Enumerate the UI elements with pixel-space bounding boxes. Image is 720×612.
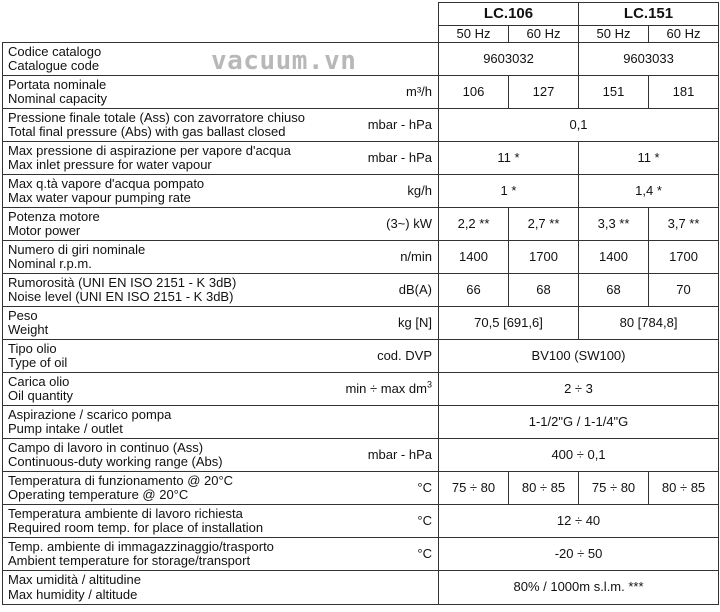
spec-label-it: Campo di lavoro in continuo (Ass) [8, 439, 204, 455]
spec-value: 106 [439, 76, 509, 109]
spec-label-it: Max q.tà vapore d'acqua pompato [8, 175, 205, 191]
spec-label [3, 241, 325, 274]
spec-label-it: Peso [8, 307, 38, 323]
spec-label [3, 505, 325, 538]
spec-label-en: Required room temp. for place of installation [8, 520, 264, 535]
spec-unit-text: mbar - hPa [367, 116, 432, 132]
spec-value: 68 [579, 274, 649, 307]
spec-label-en: Motor power [8, 223, 81, 238]
spec-label-en: Nominal capacity [8, 91, 107, 106]
spec-unit [325, 373, 439, 406]
spec-value: 11 * [439, 142, 579, 175]
spec-label-en: Total final pressure (Abs) with gas ballast closed [8, 124, 286, 139]
spec-value: 1-1/2"G / 1-1/4"G [439, 406, 719, 439]
spec-label [3, 307, 325, 340]
spec-row [3, 439, 719, 472]
freq-lc106-60hz: 60 Hz [509, 26, 579, 43]
spec-row [3, 340, 719, 373]
spec-value: 400 ÷ 0,1 [439, 439, 719, 472]
spec-unit [325, 538, 439, 571]
spec-label-en: Type of oil [8, 355, 68, 370]
spec-value: 70 [649, 274, 719, 307]
spec-row [3, 43, 719, 76]
spec-unit-text: kg/h [407, 182, 432, 198]
spec-value: 2 ÷ 3 [439, 373, 719, 406]
spec-value: 80 [784,8] [579, 307, 719, 340]
spec-value: 181 [649, 76, 719, 109]
spec-label [3, 274, 325, 307]
spec-value: 1400 [579, 241, 649, 274]
spec-value: 3,3 ** [579, 208, 649, 241]
spec-value: 12 ÷ 40 [439, 505, 719, 538]
watermark-text: vacuum.vn [211, 46, 357, 76]
spec-unit-text: dB(A) [398, 281, 432, 297]
spec-label-it: Numero di giri nominale [8, 241, 146, 257]
spec-label-en: Operating temperature @ 20°C [8, 487, 189, 502]
spec-row [3, 175, 719, 208]
spec-label-en: Catalogue code [8, 58, 100, 73]
spec-label-en: Nominal r.p.m. [8, 256, 92, 271]
spec-unit-text: °C [417, 512, 432, 528]
spec-value: 11 * [579, 142, 719, 175]
spec-label-en: Continuous-duty working range (Abs) [8, 454, 223, 469]
spec-row [3, 208, 719, 241]
spec-value: 80 ÷ 85 [649, 472, 719, 505]
spec-unit-text: m³/h [406, 83, 432, 99]
spec-unit [325, 571, 439, 605]
spec-label-it: Max umidità / altitudine [8, 572, 141, 587]
spec-label [3, 340, 325, 373]
spec-label-en: Noise level (UNI EN ISO 2151 - K 3dB) [8, 289, 234, 304]
spec-value: 9603032 [439, 43, 579, 76]
spec-value: 66 [439, 274, 509, 307]
spec-unit-text: (3~) kW [386, 215, 432, 231]
spec-row [3, 241, 719, 274]
spec-unit-text: n/min [400, 248, 432, 264]
spec-value: 75 ÷ 80 [579, 472, 649, 505]
spec-label-it: Rumorosità (UNI EN ISO 2151 - K 3dB) [8, 274, 237, 290]
freq-lc151-60hz: 60 Hz [649, 26, 719, 43]
spec-label [3, 406, 325, 439]
spec-label-en: Pump intake / outlet [8, 421, 123, 436]
spec-value: 3,7 ** [649, 208, 719, 241]
spec-unit [325, 208, 439, 241]
spec-label-it: Codice catalogo [8, 43, 102, 59]
spec-unit [325, 274, 439, 307]
spec-label [3, 109, 325, 142]
spec-unit [325, 175, 439, 208]
spec-unit-text: cod. DVP [377, 347, 432, 363]
spec-label-it: Pressione finale totale (Ass) con zavorratore chiuso [8, 109, 305, 125]
spec-label-en: Ambient temperature for storage/transport [8, 553, 251, 568]
spec-label-en: Oil quantity [8, 388, 74, 403]
spec-row [3, 142, 719, 175]
spec-label-it: Carica olio [8, 373, 70, 389]
spec-unit-text: °C [417, 545, 432, 561]
spec-table [2, 2, 719, 605]
model-lc151: LC.151 [579, 3, 719, 26]
spec-row [3, 571, 719, 605]
spec-label-en: Max humidity / altitude [8, 586, 138, 602]
spec-value: 0,1 [439, 109, 719, 142]
spec-unit-text: min ÷ max dm [345, 380, 427, 396]
spec-label [3, 208, 325, 241]
spec-label [3, 472, 325, 505]
spec-unit-text: mbar - hPa [367, 446, 432, 462]
model-header-row [3, 3, 719, 26]
spec-unit-text: kg [N] [398, 314, 432, 330]
spec-label [3, 373, 325, 406]
freq-lc151-50hz: 50 Hz [579, 26, 649, 43]
spec-value: 1700 [509, 241, 579, 274]
spec-row [3, 109, 719, 142]
spec-unit-superscript: 3 [426, 379, 432, 390]
spec-label-it: Tipo olio [8, 340, 57, 356]
spec-row [3, 274, 719, 307]
spec-value: 151 [579, 76, 649, 109]
spec-value: 2,2 ** [439, 208, 509, 241]
spec-row [3, 472, 719, 505]
spec-value: 1400 [439, 241, 509, 274]
spec-row [3, 406, 719, 439]
spec-label-it: Max pressione di aspirazione per vapore d'acqua [8, 142, 291, 158]
spec-unit [325, 109, 439, 142]
spec-label-en: Max inlet pressure for water vapour [8, 157, 212, 172]
spec-label-en: Weight [8, 322, 49, 337]
spec-label-it: Temperatura di funzionamento @ 20°C [8, 472, 234, 488]
model-lc106: LC.106 [439, 3, 579, 26]
spec-value: 70,5 [691,6] [439, 307, 579, 340]
spec-unit [325, 505, 439, 538]
spec-row [3, 373, 719, 406]
spec-value: 1 * [439, 175, 579, 208]
spec-value: 1,4 * [579, 175, 719, 208]
spec-unit [325, 241, 439, 274]
spec-value: 80% / 1000m s.l.m. *** [439, 571, 719, 605]
spec-row [3, 538, 719, 571]
spec-label-it: Portata nominale [8, 76, 107, 92]
spec-label [3, 175, 325, 208]
spec-value: 9603033 [579, 43, 719, 76]
spec-value: 127 [509, 76, 579, 109]
spec-unit [325, 307, 439, 340]
spec-unit [325, 76, 439, 109]
spec-value: -20 ÷ 50 [439, 538, 719, 571]
spec-unit [325, 406, 439, 439]
spec-value: 2,7 ** [509, 208, 579, 241]
spec-row [3, 307, 719, 340]
spec-unit-text: °C [417, 479, 432, 495]
spec-label-it: Temp. ambiente di immagazzinaggio/trasporto [8, 538, 274, 554]
spec-row [3, 76, 719, 109]
spec-value: 80 ÷ 85 [509, 472, 579, 505]
spec-label-it: Aspirazione / scarico pompa [8, 406, 172, 422]
spec-label-it: Potenza motore [8, 208, 100, 224]
spec-label [3, 538, 325, 571]
spec-label-it: Temperatura ambiente di lavoro richiesta [8, 505, 243, 521]
spec-label [3, 571, 325, 605]
spec-unit-text: mbar - hPa [367, 149, 432, 165]
spec-row [3, 505, 719, 538]
spec-value: 1700 [649, 241, 719, 274]
spec-value: 68 [509, 274, 579, 307]
spec-unit [325, 340, 439, 373]
spec-label [3, 439, 325, 472]
spec-label [3, 76, 325, 109]
spec-unit [325, 472, 439, 505]
spec-label-en: Max water vapour pumping rate [8, 190, 191, 205]
spec-unit [325, 439, 439, 472]
freq-lc106-50hz: 50 Hz [439, 26, 509, 43]
spec-label [3, 142, 325, 175]
spec-unit [325, 142, 439, 175]
spec-value: BV100 (SW100) [439, 340, 719, 373]
spec-value: 75 ÷ 80 [439, 472, 509, 505]
